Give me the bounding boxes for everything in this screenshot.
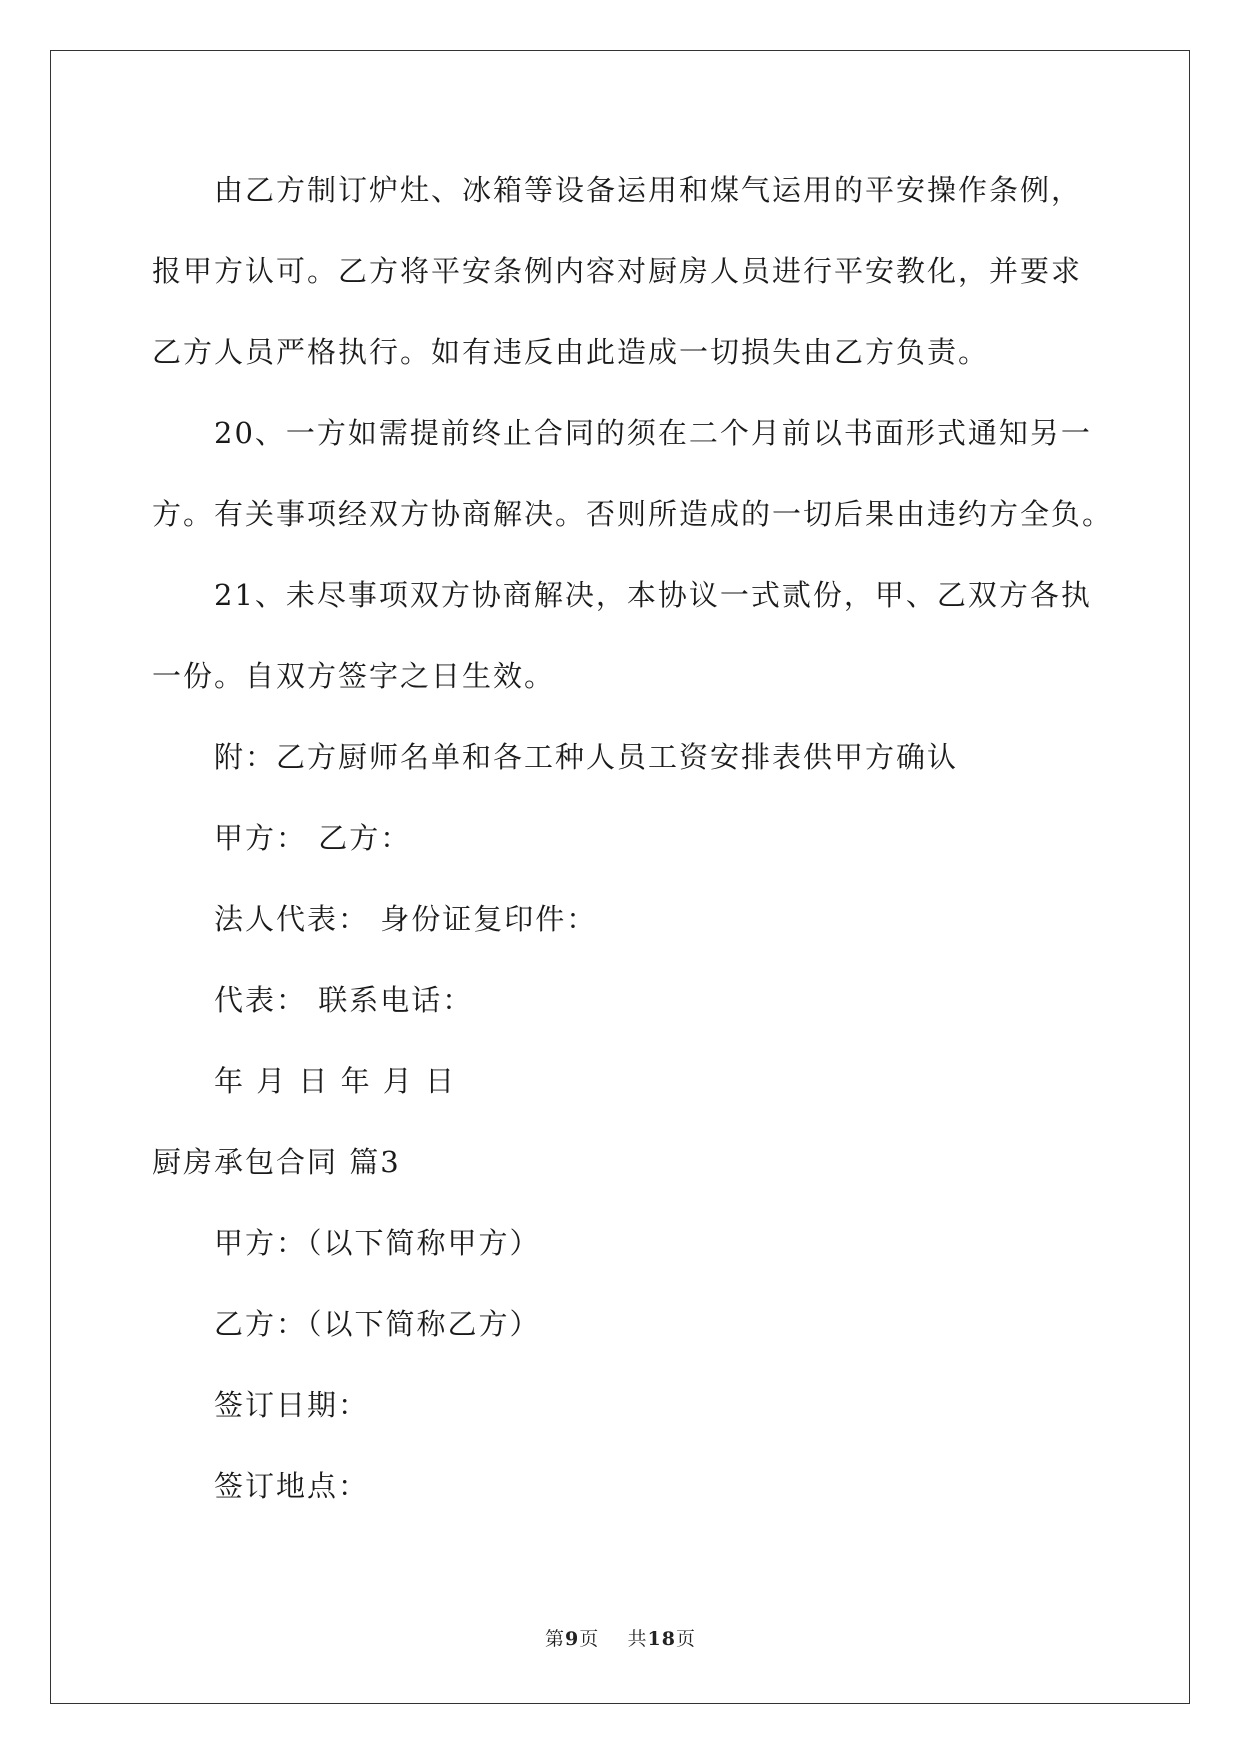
paragraph-line: 乙方人员严格执行。如有违反由此造成一切损失由乙方负责。 <box>152 335 990 369</box>
paragraph-line: 一份。自双方签字之日生效。 <box>152 659 556 693</box>
paragraph-line: 报甲方认可。乙方将平安条例内容对厨房人员进行平安教化，并要求 <box>152 254 1083 288</box>
representative-line: 代表： 联系电话： <box>214 983 474 1017</box>
paragraph-line: 方。有关事项经双方协商解决。否则所造成的一切后果由违约方全负。 <box>152 497 1114 531</box>
party-a-line: 甲方：（以下简称甲方） <box>214 1226 541 1260</box>
footer-total-suffix: 页 <box>675 1628 696 1650</box>
paragraph-line: 由乙方制订炉灶、冰箱等设备运用和煤气运用的平安操作条例， <box>214 173 1083 207</box>
document-body <box>152 150 1114 1527</box>
attachment-note: 附：乙方厨师名单和各工种人员工资安排表供甲方确认 <box>214 740 959 774</box>
clause-20-line: 20、一方如需提前终止合同的须在二个月前以书面形式通知另一 <box>214 416 1092 450</box>
party-b-line: 乙方：（以下简称乙方） <box>214 1307 541 1341</box>
sign-date-line: 签订日期： <box>214 1388 370 1422</box>
legal-rep-line: 法人代表： 身份证复印件： <box>214 902 598 936</box>
footer-page-number: 9 <box>565 1628 580 1650</box>
sign-location-line: 签订地点： <box>214 1469 370 1503</box>
footer-page-prefix: 第 <box>545 1628 566 1650</box>
section-heading: 厨房承包合同 篇3 <box>152 1145 401 1179</box>
page-footer <box>0 1624 1241 1651</box>
footer-page-suffix: 页 <box>579 1628 600 1650</box>
date-line: 年 月 日 年 月 日 <box>214 1064 457 1098</box>
footer-total-pages: 18 <box>647 1628 676 1650</box>
party-signature-line: 甲方： 乙方： <box>214 821 412 855</box>
clause-21-line: 21、未尽事项双方协商解决，本协议一式贰份，甲、乙双方各执 <box>214 578 1092 612</box>
footer-total-prefix: 共 <box>627 1628 648 1650</box>
